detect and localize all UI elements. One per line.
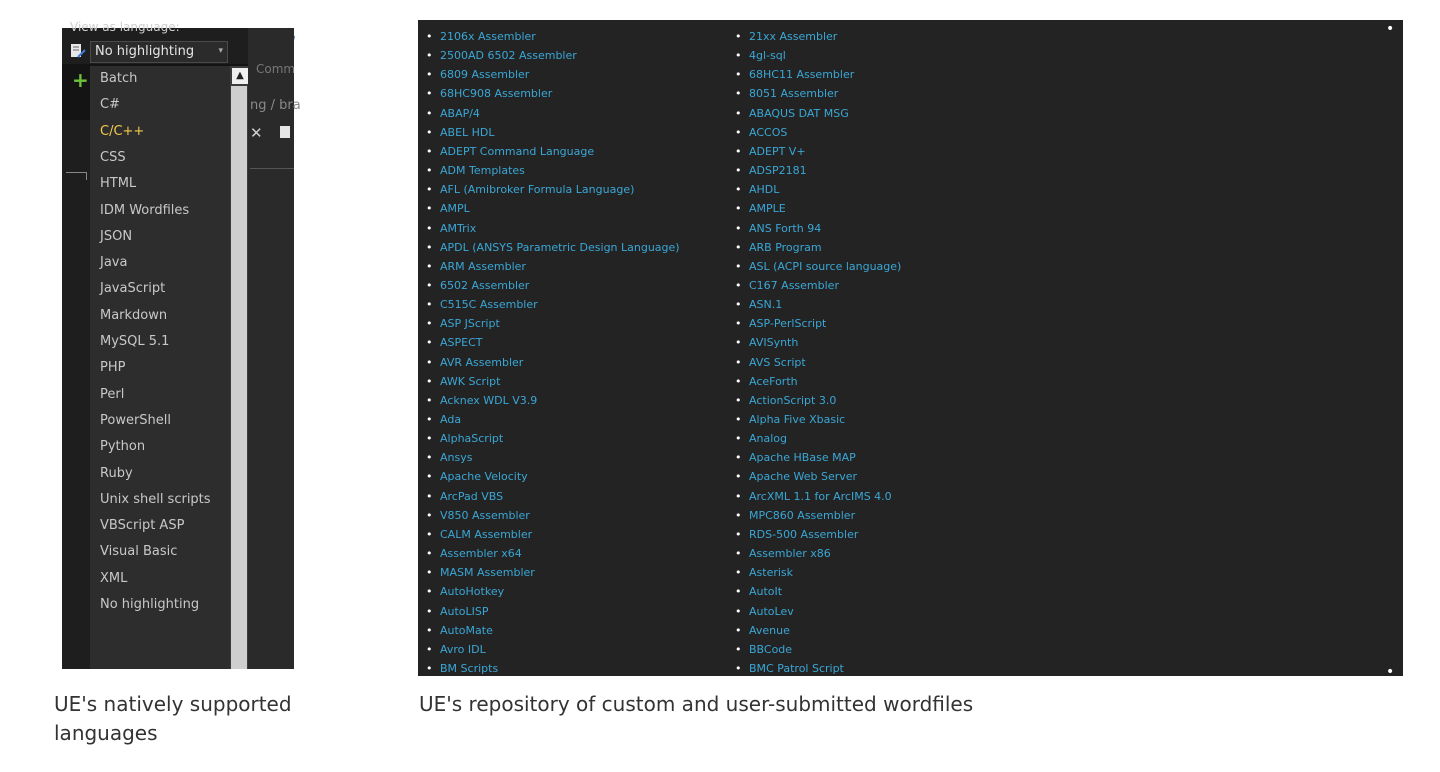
wordfile-link[interactable] (426, 317, 500, 331)
wordfile-link-label: RDS-500 Assembler (749, 527, 859, 541)
bullet-dot: • (735, 144, 742, 158)
wordfile-link-label: ADEPT Command Language (440, 144, 595, 158)
bullet-dot: • (426, 298, 433, 312)
bullet-dot: • (735, 489, 742, 503)
bullet-dot: • (735, 547, 742, 561)
wordfile-link[interactable] (735, 144, 806, 158)
wordfile-link[interactable] (426, 202, 470, 216)
wordfile-link[interactable] (735, 106, 849, 120)
bullet-dot: • (426, 527, 433, 541)
wordfile-link-label: ABAP/4 (440, 106, 480, 120)
bullet-dot: • (735, 183, 742, 197)
wordfile-link[interactable] (426, 413, 462, 426)
wordfile-link[interactable] (735, 183, 780, 197)
wordfile-link-label: Alpha Five Xbasic (749, 413, 846, 426)
edit-document-icon[interactable] (70, 43, 86, 59)
native-languages-screenshot (62, 20, 301, 669)
wordfile-link-label: AutoIt (749, 585, 783, 599)
wordfile-link[interactable] (426, 49, 577, 63)
bullet-dot: • (426, 125, 433, 139)
language-option[interactable]: HTML (100, 176, 137, 192)
language-option[interactable]: JavaScript (100, 281, 166, 297)
bullet-dot: • (426, 374, 433, 388)
bullet-dot: • (426, 451, 433, 465)
wordfile-link[interactable] (426, 106, 480, 120)
language-option[interactable]: Perl (100, 386, 125, 402)
wordfile-link[interactable] (426, 30, 536, 43)
bullet-dot: • (426, 221, 433, 235)
wordfile-link-label: V850 Assembler (440, 508, 530, 522)
left-caption: UE's natively supported languages (54, 692, 292, 745)
bullet-dot: • (735, 355, 742, 369)
bullet-dot: • (735, 451, 742, 465)
wordfile-link[interactable] (426, 221, 477, 235)
wordfile-link[interactable] (426, 604, 489, 618)
wordfile-link[interactable] (735, 566, 794, 580)
bullet-dot: • (426, 585, 433, 599)
bullet-dot: • (426, 642, 433, 656)
bullet-dot: • (426, 259, 433, 273)
wordfile-link[interactable] (426, 240, 680, 254)
bullet-dot: • (735, 125, 742, 139)
language-option[interactable]: MySQL 5.1 (100, 334, 170, 349)
wordfile-link[interactable] (735, 470, 858, 484)
background-toolbar-text: Comm (256, 62, 296, 76)
wordfile-link[interactable] (426, 183, 635, 197)
wordfile-link-label: ARM Assembler (440, 259, 526, 273)
wordfile-link-label: AVISynth (749, 336, 799, 350)
wordfile-link-label: C515C Assembler (440, 298, 538, 312)
wordfile-link[interactable] (426, 259, 526, 273)
wordfile-link-label: AFL (Amibroker Formula Language) (440, 183, 635, 197)
wordfile-link[interactable] (735, 508, 856, 522)
wordfile-link-label: Apache HBase MAP (749, 451, 856, 465)
bullet-dot: • (426, 183, 433, 197)
bullet-dot: • (1386, 664, 1395, 680)
wordfile-link-label: CALM Assembler (440, 527, 533, 541)
wordfile-link[interactable] (426, 355, 524, 369)
wordfile-link-label: 8051 Assembler (749, 87, 839, 101)
language-dropdown-list (90, 66, 230, 669)
bullet-dot: • (426, 432, 433, 446)
wordfile-link-label: AHDL (749, 183, 780, 197)
bullet-dot: • (426, 144, 433, 158)
wordfile-link[interactable] (735, 413, 846, 426)
wordfile-link[interactable] (735, 240, 822, 254)
wordfile-link[interactable] (735, 585, 783, 599)
bullet-dot: • (426, 604, 433, 618)
wordfile-link[interactable] (426, 125, 495, 139)
bullet-dot: • (735, 623, 742, 637)
wordfile-link-label: 2500AD 6502 Assembler (440, 49, 577, 63)
bullet-dot: • (426, 355, 433, 369)
bullet-dot: • (426, 30, 433, 43)
language-select[interactable] (90, 41, 228, 63)
wordfile-link[interactable] (735, 451, 856, 465)
wordfile-link-label: 6809 Assembler (440, 68, 530, 82)
wordfile-link-label: BBCode (749, 642, 793, 656)
bullet-dot: • (735, 374, 742, 388)
bullet-dot: • (735, 202, 742, 216)
tree-marker (66, 172, 87, 180)
wordfile-link-label: MASM Assembler (440, 566, 535, 580)
wordfile-link[interactable] (735, 49, 786, 63)
language-option[interactable]: CSS (100, 149, 126, 165)
wordfile-link[interactable] (426, 164, 525, 178)
bullet-dot: • (426, 68, 433, 82)
wordfile-link-label: 2106x Assembler (440, 30, 536, 43)
bullet-dot: • (426, 393, 433, 407)
wordfile-link-label: Assembler x64 (440, 547, 522, 561)
language-option[interactable]: Batch (100, 71, 138, 86)
wordfile-link[interactable] (735, 393, 837, 407)
document-icon (280, 126, 290, 138)
wordfile-link-label: ASPECT (440, 336, 483, 350)
bullet-dot: • (735, 336, 742, 350)
wordfile-link-label: AceForth (749, 374, 798, 388)
wordfile-link-label: AMPLE (749, 202, 786, 216)
wordfile-link[interactable] (735, 259, 902, 273)
wordfile-link-label: Asterisk (749, 566, 794, 580)
wordfile-link-label: Acknex WDL V3.9 (440, 393, 538, 407)
language-option[interactable]: XML (100, 570, 128, 586)
wordfile-link-label: ADM Templates (440, 164, 525, 178)
wordfile-link-label: BMC Patrol Script (749, 661, 844, 675)
language-option[interactable]: No highlighting (100, 597, 200, 612)
bullet-dot: • (426, 278, 433, 292)
bullet-dot: • (426, 508, 433, 522)
wordfile-link-label: AWK Script (440, 374, 501, 388)
bullet-dot: • (735, 566, 742, 580)
bullet-dot: • (735, 604, 742, 618)
bullet-dot: • (735, 259, 742, 273)
wordfile-link-label: Avenue (749, 623, 790, 637)
wordfile-link[interactable] (426, 144, 595, 158)
language-option[interactable]: IDM Wordfiles (100, 202, 190, 218)
wordfile-link[interactable] (426, 489, 504, 503)
wordfile-link[interactable] (426, 68, 530, 82)
bullet-dot: • (735, 508, 742, 522)
scrollbar-thumb[interactable] (231, 86, 247, 669)
wordfile-link[interactable] (426, 278, 530, 292)
wordfile-link[interactable] (426, 623, 493, 637)
wordfile-link-label: Apache Web Server (749, 470, 858, 484)
bullet-dot: • (426, 87, 433, 101)
language-option[interactable]: PHP (100, 360, 126, 376)
language-option[interactable]: Ruby (100, 465, 133, 481)
wordfile-link-label: MPC860 Assembler (749, 508, 856, 522)
bullet-dot: • (426, 317, 433, 331)
wordfile-link[interactable] (735, 164, 807, 178)
wordfile-link[interactable] (426, 451, 473, 465)
wordfile-link-label: AlphaScript (440, 432, 504, 446)
language-option[interactable]: PowerShell (100, 412, 172, 428)
wordfile-link-label: 4gl-sql (749, 49, 786, 63)
bullet-dot: • (735, 393, 742, 407)
bullet-dot: • (735, 470, 742, 484)
wordfile-link[interactable] (735, 30, 838, 43)
language-option[interactable]: VBScript ASP (100, 518, 185, 534)
wordfile-link-label: ADSP2181 (749, 164, 807, 178)
wordfile-link[interactable] (735, 642, 793, 656)
language-select-value: No highlighting (95, 44, 195, 59)
wordfile-link[interactable] (735, 68, 855, 82)
wordfile-link-label: AVS Script (749, 355, 806, 369)
wordfile-link-label: AutoLev (749, 604, 794, 618)
wordfile-link-label: Analog (749, 432, 788, 446)
wordfile-link-label: AutoMate (440, 623, 493, 637)
wordfile-link-label: AVR Assembler (440, 355, 524, 369)
bullet-dot: • (735, 87, 742, 101)
bullet-dot: • (426, 623, 433, 637)
wordfile-link-label: AMPL (440, 202, 470, 216)
wordfile-link[interactable] (735, 489, 892, 503)
wordfile-link-label: ActionScript 3.0 (749, 393, 837, 407)
background-path-text: ng / bra (250, 98, 301, 113)
wordfile-link[interactable] (735, 125, 788, 139)
wordfile-link-label: ANS Forth 94 (749, 221, 822, 235)
wordfile-link-label: 21xx Assembler (749, 30, 838, 43)
wordfile-link-label: Ada (440, 413, 462, 426)
bullet-dot: • (735, 106, 742, 120)
wordfile-link[interactable] (426, 87, 553, 101)
wordfile-link-label: BM Scripts (440, 661, 499, 675)
wordfile-link-label: APDL (ANSYS Parametric Design Language) (440, 240, 680, 254)
wordfile-link-label: Ansys (440, 451, 473, 465)
wordfile-link-label: ArcPad VBS (440, 489, 504, 503)
view-as-language-label: View as language: (70, 20, 180, 34)
wordfile-link-label: ACCOS (749, 125, 788, 139)
wordfile-link[interactable] (735, 221, 822, 235)
wordfile-link[interactable] (426, 566, 535, 580)
wordfile-link[interactable] (735, 202, 786, 216)
wordfile-link-label: ARB Program (749, 240, 822, 254)
language-option[interactable]: Markdown (100, 307, 168, 323)
wordfile-link-label: ABEL HDL (440, 125, 495, 139)
language-option[interactable]: C# (100, 97, 120, 113)
wordfile-link-label: AMTrix (440, 221, 477, 235)
wordfile-link[interactable] (735, 547, 831, 561)
wordfile-link[interactable] (735, 374, 798, 388)
wordfile-link[interactable] (735, 527, 859, 541)
bullet-dot: • (426, 240, 433, 254)
wordfile-link-label: ASP-PerlScript (749, 317, 827, 331)
wordfile-link[interactable] (735, 432, 788, 446)
bullet-dot: • (735, 49, 742, 63)
wordfile-link-label: 68HC908 Assembler (440, 87, 553, 101)
wordfile-link-label: ABAQUS DAT MSG (749, 106, 849, 120)
language-option[interactable]: Unix shell scripts (100, 491, 211, 507)
wordfile-link-label: 68HC11 Assembler (749, 68, 855, 82)
wordfile-link[interactable] (426, 298, 538, 312)
wordfile-link[interactable] (426, 374, 501, 388)
bullet-dot: • (735, 585, 742, 599)
right-caption: UE's repository of custom and user-submitted wordfiles (419, 692, 974, 716)
wordfile-link-label: AutoHotkey (440, 585, 505, 599)
wordfile-link[interactable] (735, 604, 794, 618)
ruler (250, 168, 294, 175)
wordfile-link-label: ADEPT V+ (749, 144, 806, 158)
wordfile-link[interactable] (426, 393, 538, 407)
bullet-dot: • (735, 30, 742, 43)
wordfile-link[interactable] (426, 527, 533, 541)
bullet-dot: • (426, 661, 433, 675)
wordfile-link-label: C167 Assembler (749, 278, 839, 292)
wordfile-link-label: Apache Velocity (440, 470, 528, 484)
wordfiles-repository-screenshot (418, 20, 1403, 680)
wordfile-link-label: ArcXML 1.1 for ArcIMS 4.0 (749, 489, 892, 503)
bullet-dot: • (426, 547, 433, 561)
wordfile-link[interactable] (426, 642, 486, 656)
bullet-dot: • (735, 432, 742, 446)
wordfile-link-label: Avro IDL (440, 642, 486, 656)
wordfile-link[interactable] (426, 547, 522, 561)
bullet-dot: • (426, 164, 433, 178)
wordfile-link-label: ASP JScript (440, 317, 500, 331)
bullet-dot: • (735, 68, 742, 82)
scroll-up-icon[interactable]: ▲ (232, 68, 248, 84)
bullet-dot: • (426, 489, 433, 503)
bullet-dot: • (735, 413, 742, 426)
chevron-down-icon: ▾ (218, 46, 223, 56)
bullet-dot: • (735, 221, 742, 235)
language-option[interactable]: JSON (100, 228, 133, 244)
bullet-dot: • (735, 278, 742, 292)
language-option[interactable]: Visual Basic (100, 544, 178, 560)
wordfile-link[interactable] (735, 355, 806, 369)
bullet-dot: • (735, 661, 742, 675)
bullet-dot: • (426, 470, 433, 484)
wordfile-link[interactable] (735, 298, 783, 312)
bullet-dot: • (735, 317, 742, 331)
language-option[interactable]: Python (100, 439, 146, 455)
wordfile-link-label: Assembler x86 (749, 547, 831, 561)
wordfile-link[interactable] (735, 317, 827, 331)
wordfile-link[interactable] (735, 278, 839, 292)
wordfile-link-label: ASL (ACPI source language) (749, 259, 902, 273)
wordfile-link-label: 6502 Assembler (440, 278, 530, 292)
wordfile-link[interactable] (735, 336, 799, 350)
bullet-dot: • (735, 527, 742, 541)
wordfile-link[interactable] (735, 87, 839, 101)
language-option[interactable]: Java (100, 255, 128, 271)
wordfile-link[interactable] (426, 336, 483, 350)
wordfile-link[interactable] (426, 432, 504, 446)
wordfile-link[interactable] (735, 661, 844, 675)
bullet-dot: • (735, 298, 742, 312)
wordfile-link-label: AutoLISP (440, 604, 489, 618)
bullet-dot: • (426, 336, 433, 350)
bullet-dot: • (426, 202, 433, 216)
wordfile-link[interactable] (426, 585, 505, 599)
wordfile-link[interactable] (426, 661, 499, 675)
close-icon[interactable]: ✕ (250, 124, 263, 142)
wordfile-link[interactable] (735, 623, 790, 637)
wordfile-link[interactable] (426, 508, 530, 522)
bullet-dot: • (426, 413, 433, 426)
bullet-dot: • (1386, 21, 1395, 37)
language-option[interactable]: C/C++ (100, 123, 145, 139)
bullet-dot: • (426, 566, 433, 580)
plus-icon[interactable]: + (72, 68, 89, 92)
bullet-dot: • (735, 240, 742, 254)
wordfile-link-label: ASN.1 (749, 298, 783, 312)
bullet-dot: • (426, 49, 433, 63)
bullet-dot: • (426, 106, 433, 120)
wordfile-link[interactable] (426, 470, 528, 484)
bullet-dot: • (735, 164, 742, 178)
bullet-dot: • (735, 642, 742, 656)
